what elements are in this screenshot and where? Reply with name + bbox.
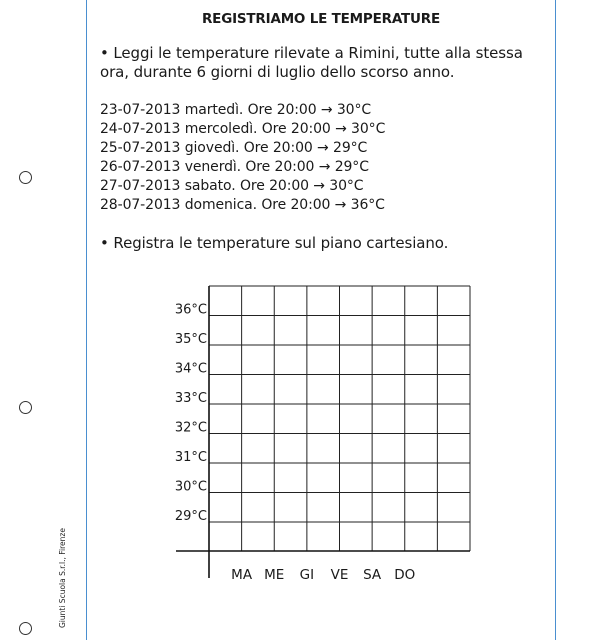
x-tick-label: DO xyxy=(394,567,416,583)
y-tick-label: 36°C xyxy=(174,302,207,318)
instruction-read-line1: • Leggi le temperature rilevate a Rimini, tutte alla stessa xyxy=(100,44,523,62)
x-tick-label: SA xyxy=(363,567,382,583)
y-tick-label: 30°C xyxy=(174,479,207,495)
x-tick-label: ME xyxy=(264,567,285,583)
y-tick-label: 34°C xyxy=(174,361,207,377)
record-line: 26-07-2013 venerdì. Ore 20:00 → 29°C xyxy=(100,159,369,175)
copyright-note: Giunti Scuola S.r.l., Firenze xyxy=(58,528,67,628)
record-line: 25-07-2013 giovedì. Ore 20:00 → 29°C xyxy=(100,140,368,156)
instruction-read-line2: ora, durante 6 giorni di luglio dello scorso anno. xyxy=(100,63,455,81)
x-tick-label: VE xyxy=(330,567,349,583)
x-tick-label: MA xyxy=(231,567,253,583)
y-tick-label: 32°C xyxy=(174,420,207,436)
y-tick-label: 35°C xyxy=(174,332,207,347)
y-tick-label: 29°C xyxy=(174,509,207,524)
record-line: 27-07-2013 sabato. Ore 20:00 → 30°C xyxy=(100,178,364,194)
record-line: 23-07-2013 martedì. Ore 20:00 → 30°C xyxy=(100,102,372,118)
y-tick-label: 31°C xyxy=(174,450,207,465)
record-line: 28-07-2013 domenica. Ore 20:00 → 36°C xyxy=(100,197,385,213)
worksheet-title: REGISTRIAMO LE TEMPERATURE xyxy=(201,11,441,27)
y-tick-label: 33°C xyxy=(174,391,207,406)
instruction-plot: • Registra le temperature sul piano cartesiano. xyxy=(100,234,449,252)
x-tick-label: GI xyxy=(299,567,315,583)
record-line: 24-07-2013 mercoledì. Ore 20:00 → 30°C xyxy=(100,121,386,137)
